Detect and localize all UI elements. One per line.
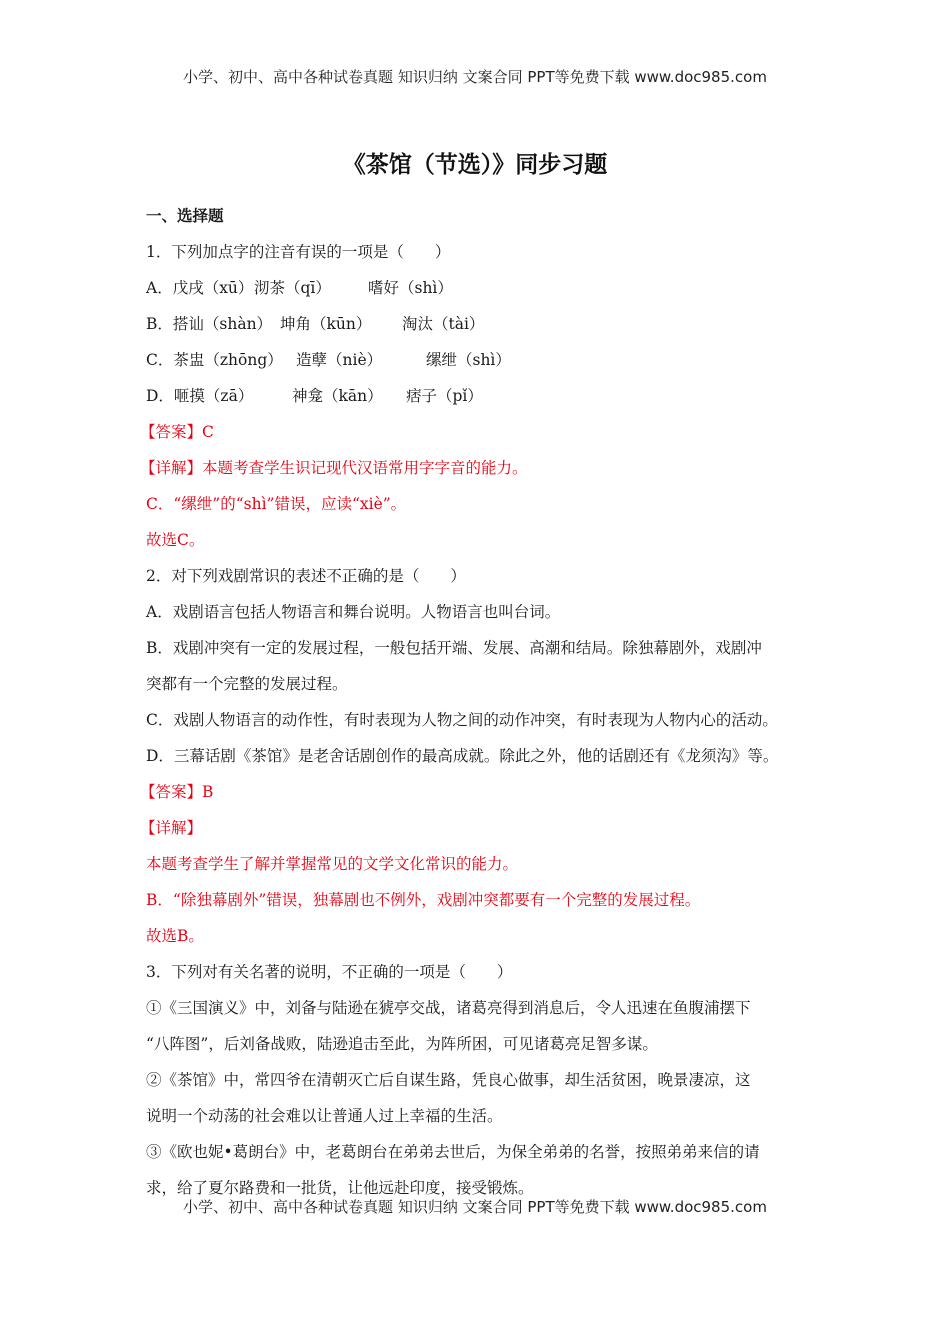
q1-answer: 【答案】C <box>140 423 214 441</box>
q2-explanation-2: B．“除独幕剧外”错误，独幕剧也不例外，戏剧冲突都要有一个完整的发展过程。 <box>146 891 701 909</box>
q1-explanation: C．“缧绁”的“shì”错误，应读“xiè”。 <box>146 495 407 513</box>
document-body <box>140 198 826 1206</box>
q3-item-2-cont: 说明一个动荡的社会难以让普通人过上幸福的生活。 <box>146 1107 503 1125</box>
q3-item-3: ③《欧也妮•葛朗台》中，老葛朗台在弟弟去世后，为保全弟弟的名誉，按照弟弟来信的请 <box>146 1143 760 1161</box>
q2-option-b-cont: 突都有一个完整的发展过程。 <box>146 675 348 693</box>
option-item: 造孽（niè） <box>296 351 383 369</box>
q2-option-a: A．戏剧语言包括人物语言和舞台说明。人物语言也叫台词。 <box>146 603 561 621</box>
q2-explanation-1: 本题考查学生了解并掌握常见的文学文化常识的能力。 <box>146 855 519 873</box>
q3-item-1-cont: “八阵图”，后刘备战败，陆逊追击至此，为阵所困，可见诸葛亮足智多谋。 <box>146 1035 658 1053</box>
option-item: B．搭讪（shàn） <box>146 315 273 333</box>
option-item: D．咂摸（zā） <box>146 387 254 405</box>
option-item: 缧绁（shì） <box>426 351 511 369</box>
q1-stem: 1．下列加点字的注音有误的一项是（ ） <box>146 243 451 261</box>
q1-option-a <box>146 270 826 306</box>
option-item: 嗜好（shì） <box>368 279 453 297</box>
footer-banner: 小学、初中、高中各种试卷真题 知识归纳 文案合同 PPT等免费下载 www.doc985.com <box>183 1198 767 1216</box>
q2-detail: 【详解】 <box>140 819 203 837</box>
q1-option-b <box>146 306 826 342</box>
option-item: 痞子（pǐ） <box>406 387 483 405</box>
option-item: 神龛（kān） <box>292 387 383 405</box>
option-item: A．戊戌（xū） <box>146 279 254 297</box>
q2-option-b: B．戏剧冲突有一定的发展过程，一般包括开端、发展、高潮和结局。除独幕剧外，戏剧冲 <box>146 639 762 657</box>
q2-option-d: D．三幕话剧《茶馆》是老舍话剧创作的最高成就。除此之外，他的话剧还有《龙须沟》等。 <box>146 747 779 765</box>
q2-answer: 【答案】B <box>140 783 214 801</box>
q2-stem: 2．对下列戏剧常识的表述不正确的是（ ） <box>146 567 466 585</box>
q2-option-c: C．戏剧人物语言的动作性，有时表现为人物之间的动作冲突，有时表现为人物内心的活动。 <box>146 711 778 729</box>
option-item: C．茶盅（zhōng） <box>146 351 283 369</box>
header-banner: 小学、初中、高中各种试卷真题 知识归纳 文案合同 PPT等免费下载 www.doc985.com <box>183 68 767 86</box>
q1-detail: 【详解】本题考查学生识记现代汉语常用字字音的能力。 <box>140 459 528 477</box>
section-heading: 一、选择题 <box>146 207 224 225</box>
option-item: 沏茶（qī） <box>254 279 331 297</box>
q3-item-2: ②《茶馆》中，常四爷在清朝灭亡后自谋生路，凭良心做事，却生活贫困，晚景凄凉，这 <box>146 1071 751 1089</box>
option-item: 淘汰（tài） <box>402 315 485 333</box>
q3-item-3-cont: 求，给了夏尔路费和一批货，让他远赴印度，接受锻炼。 <box>146 1179 534 1197</box>
page-title: 《茶馆（节选）》同步习题 <box>342 152 608 178</box>
q1-choice: 故选C。 <box>146 531 205 549</box>
q2-choice: 故选B。 <box>146 927 204 945</box>
option-item: 坤角（kūn） <box>280 315 372 333</box>
q1-option-c <box>146 342 826 378</box>
q3-stem: 3．下列对有关名著的说明，不正确的一项是（ ） <box>146 963 513 981</box>
q3-item-1: ①《三国演义》中，刘备与陆逊在猇亭交战，诸葛亮得到消息后，令人迅速在鱼腹浦摆下 <box>146 999 751 1017</box>
q1-option-d <box>146 378 826 414</box>
